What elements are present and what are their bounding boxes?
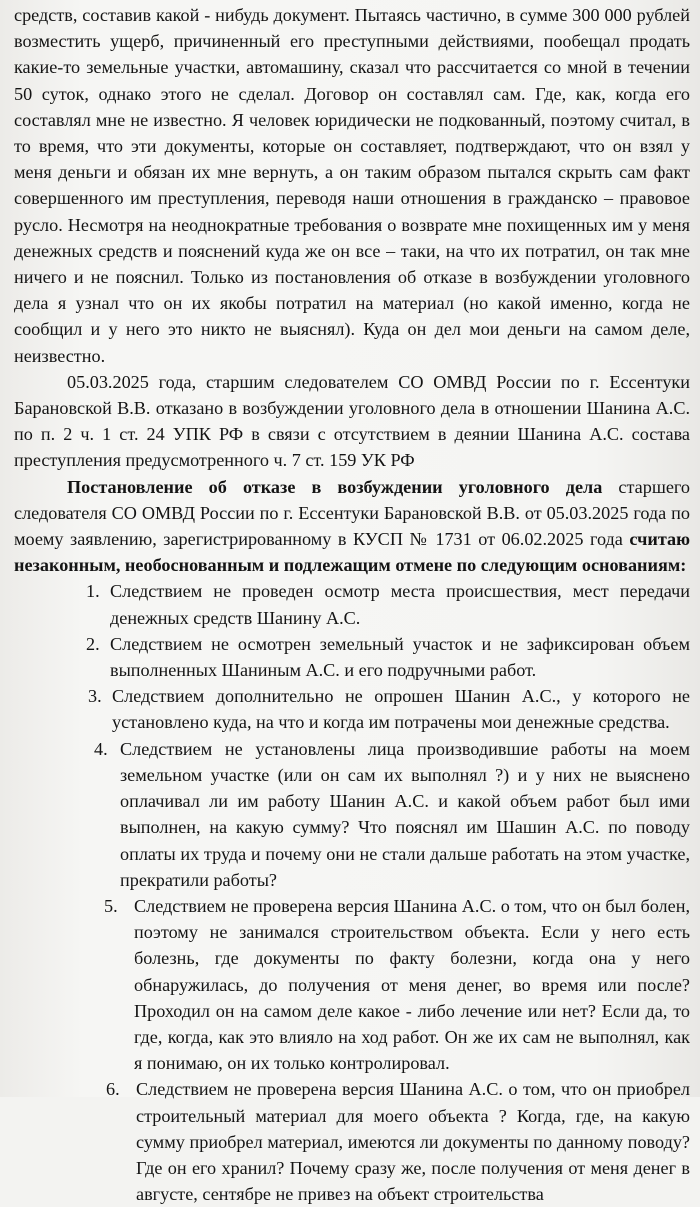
list-item bbox=[86, 578, 690, 630]
resolution-details: старшего следователя СО ОМВД России по г. Ессентуки Барановской В.В. от 05.03.2025 года по моему заявлению, зарегистрированному в КУСП № 1731 от 06.02.2025 года bbox=[14, 476, 690, 550]
paragraph-3 bbox=[14, 474, 690, 579]
list-item-text: Следствием дополнительно не опрошен Шанин А.С., у которого не установлено куда, на что и когда им потрачены мои денежные средства. bbox=[112, 686, 690, 733]
grounds-list bbox=[14, 578, 690, 1207]
list-item bbox=[94, 736, 690, 893]
list-item-number: 2. bbox=[86, 633, 100, 654]
list-item-number: 6. bbox=[106, 1079, 120, 1100]
list-item-text: Следствием не проверена версия Шанина А.С. о том, что он был болен, поэтому не занимался строительством объекта. Если у него есть болезнь, где документы по факту болезни, когда она у него обнаружилась, до получения от меня денег, во время или после? Проходил он на самом деле какое - либо лечение или нет? Если да, то где, когда, как это влияло на ход работ. Он же их сам не выполнял, как я понимаю, он их только контролировал. bbox=[134, 895, 690, 1074]
list-item-number: 1. bbox=[86, 581, 100, 602]
paragraph-2: 05.03.2025 года, старшим следователем СО ОМВД России по г. Ессентуки Барановской В.В. отказано в возбуждении уголовного дела в отношении Шанина А.С. по п. 2 ч. 1 ст. 24 УПК РФ в связи с отсутствием в деянии Шанина А.С. состава преступления предусмотренного ч. 7 ст. 159 УК РФ bbox=[14, 371, 690, 471]
list-item-number: 3. bbox=[88, 686, 102, 707]
list-item-number: 4. bbox=[94, 738, 108, 759]
list-item bbox=[86, 631, 690, 683]
list-item bbox=[106, 1076, 690, 1207]
paragraph-1: средств, составив какой - нибудь документ. Пытаясь частично, в сумме 300 000 рублей возместить ущерб, причиненный его преступными действиями, пообещал продать какие-то земельные участки, автомашину, сказал что рассчитается со мной в течении 50 суток, однако этого не сделал. Договор он составлял сам. Где, как, когда его составлял мне не известно. Я человек юридически не подкованный, поэтому считал, в то время, что эти документы, которые он составляет, подтверждают, что он взял у меня деньги и обязан их мне вернуть, а он таким образом пытался скрыть сам факт совершенного им преступления, переводя наши отношения в гражданско – правовое русло. Несмотря на неоднократные требования о возврате мне похищенных им у меня денежных средств и пояснений куда же он все – таки, на что их потратил, он так мне ничего и не пояснил. Только из постановления об отказе в возбуждении уголовного дела я узнал что он их якобы потратил на материал (но какой именно, когда не сообщил и у него это никто не выяснял). Куда он дел мои деньги на самом деле, неизвестно. bbox=[14, 5, 690, 366]
list-item-text: Следствием не установлены лица производившие работы на моем земельном участке (или он сам их выполнял ?) и у них не выяснено оплачивал ли им работу Шанин А.С. и какой объем работ был ими выполнен, на какую сумму? Что пояснял им Шашин А.С. по поводу оплаты их труда и почему они не стали дальше работать на этом участке, прекратили работы? bbox=[120, 738, 690, 890]
resolution-conclusion: считаю незаконным, необоснованным и подлежащим отмене по следующим основаниям: bbox=[14, 529, 690, 576]
list-item bbox=[104, 893, 690, 1076]
list-item bbox=[88, 683, 690, 735]
resolution-title: Постановление об отказе в возбуждении уголовного дела bbox=[67, 476, 603, 497]
list-item-text: Следствием не проведен осмотр места происшествия, мест передачи денежных средств Шанину А.С. bbox=[110, 581, 690, 628]
list-item-text: Следствием не осмотрен земельный участок и не зафиксирован объем выполненных Шаниным А.С. и его подручными работ. bbox=[110, 633, 690, 681]
list-item-number: 5. bbox=[104, 895, 118, 916]
list-item-text: Следствием не проверена версия Шанина А.С. о том, что он приобрел строительный материал для моего объекта ? Когда, где, на какую сумму приобрел материал, имеются ли документы по данному поводу? Где он его хранил? Почему сразу же, после получения от меня денег в августе, сентябре не привез на объект строительства bbox=[136, 1079, 690, 1205]
